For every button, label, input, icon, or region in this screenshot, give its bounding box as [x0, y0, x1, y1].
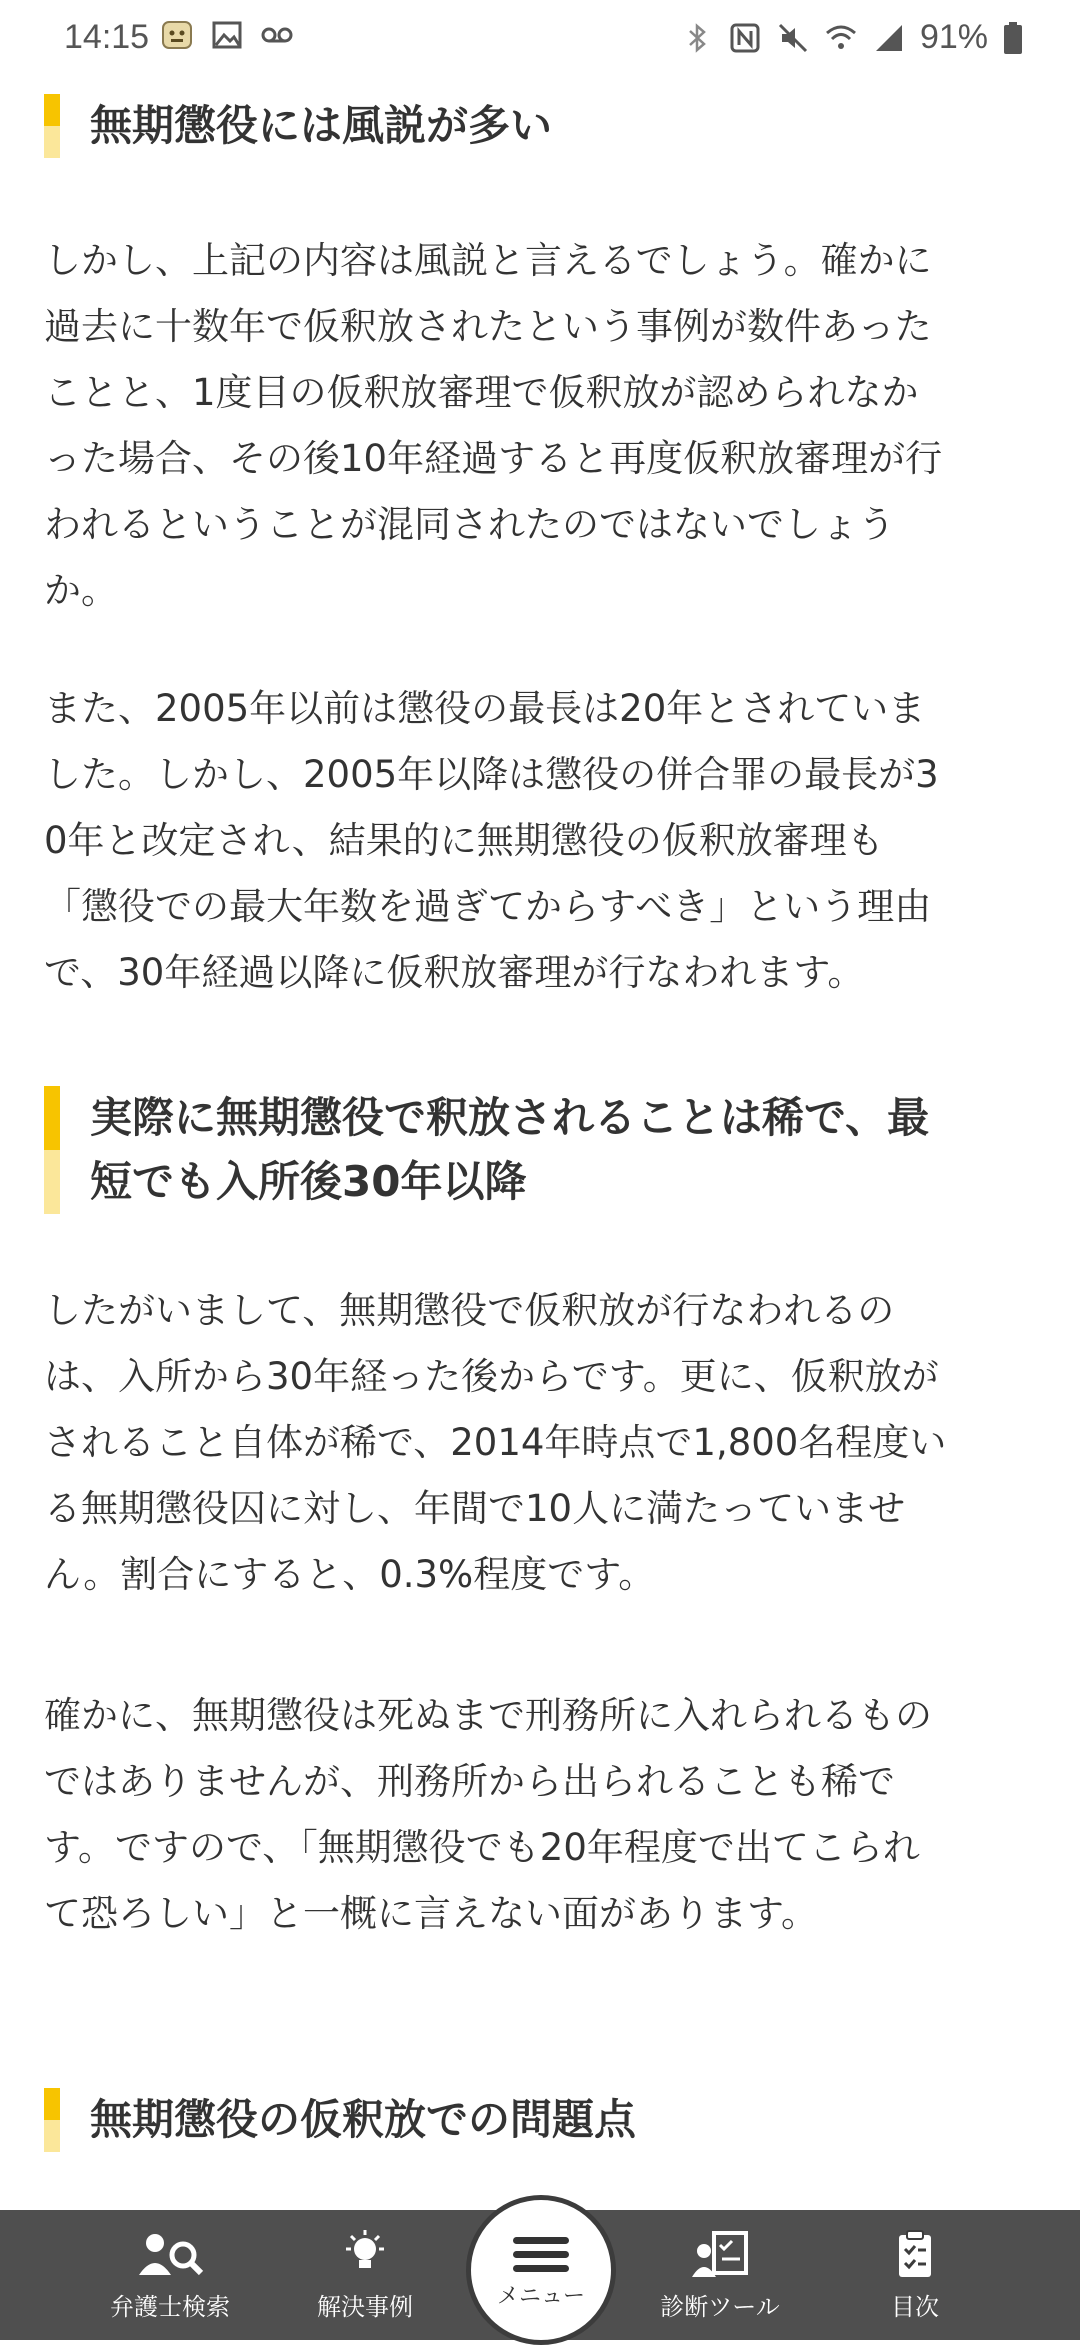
battery-icon [1002, 21, 1024, 55]
paragraph: また、2005年以前は懲役の最長は20年とされていま した。しかし、2005年以降は懲役の併合罪の最長が3 0年と改定され、結果的に無期懲役の仮釈放審理も 「懲役での最大年数を過ぎてからすべき」という理由 で、30年経過以降に仮釈放審理が行なわれます。 [44, 687, 939, 994]
heading-text: 無期懲役の仮釈放での問題点 [90, 2095, 637, 2144]
nav-diagnosis[interactable] [640, 2210, 800, 2340]
wifi-icon [824, 21, 858, 55]
bluetooth-icon [680, 21, 714, 55]
mute-icon [776, 21, 810, 55]
article-content[interactable] [0, 76, 1080, 2210]
nav-label: 診断ツール [660, 2293, 780, 2321]
nav-cases[interactable] [290, 2210, 440, 2340]
menu-button[interactable] [466, 2195, 616, 2345]
heading-accent-bar [44, 1086, 60, 1214]
signal-icon [872, 21, 906, 55]
clipboard-icon [895, 2229, 935, 2279]
nav-toc[interactable] [860, 2210, 970, 2340]
nav-label: 弁護士検索 [110, 2293, 230, 2321]
lightbulb-icon [340, 2229, 390, 2279]
paragraph: 確かに、無期懲役は死ぬまで刑務所に入れられるもの ではありませんが、刑務所から出られることも稀で す。ですので、「無期懲役でも20年程度で出てこられ て恐ろしい」と一概に言えない面があります。 [44, 1694, 932, 1935]
hamburger-icon [513, 2230, 569, 2279]
nav-label: 解決事例 [317, 2293, 413, 2321]
menu-label: メニュー [496, 2284, 585, 2309]
heading-accent-bar [44, 94, 60, 158]
voicemail-icon [260, 18, 294, 52]
status-time: 14:15 [64, 18, 150, 56]
robot-icon [160, 18, 194, 52]
battery-percent: 91% [919, 18, 988, 56]
heading-text: 実際に無期懲役で釈放されることは稀で、最 短でも入所後30年以降 [90, 1093, 930, 1206]
image-icon [210, 18, 244, 52]
lawyer-search-icon [135, 2229, 205, 2279]
section-heading [44, 94, 1044, 158]
status-bar [0, 0, 1080, 76]
section-heading [44, 1086, 1044, 1214]
paragraph: しかし、上記の内容は風説と言えるでしょう。確かに 過去に十数年で仮釈放されたという事例が数件あった ことと、1度目の仮釈放審理で仮釈放が認められなか った場合、その後10年経過すると再度仮釈放審理が行 われるということが混同されたのではないでしょう か。 [44, 239, 943, 612]
heading-accent-bar [44, 2088, 60, 2152]
nfc-icon [728, 21, 762, 55]
heading-text: 無期懲役には風説が多い [90, 101, 553, 150]
paragraph: したがいまして、無期懲役で仮釈放が行なわれるの は、入所から30年経った後からです。更に、仮釈放が されること自体が稀で、2014年時点で1,800名程度い る無期懲役囚に対し、年間で10人に満たっていませ ん。割合にすると、0.3%程度です。 [44, 1289, 947, 1596]
nav-label: 目次 [891, 2293, 939, 2321]
section-heading [44, 2088, 1044, 2152]
nav-lawyer-search[interactable] [90, 2210, 250, 2340]
diagnosis-icon [690, 2229, 750, 2279]
